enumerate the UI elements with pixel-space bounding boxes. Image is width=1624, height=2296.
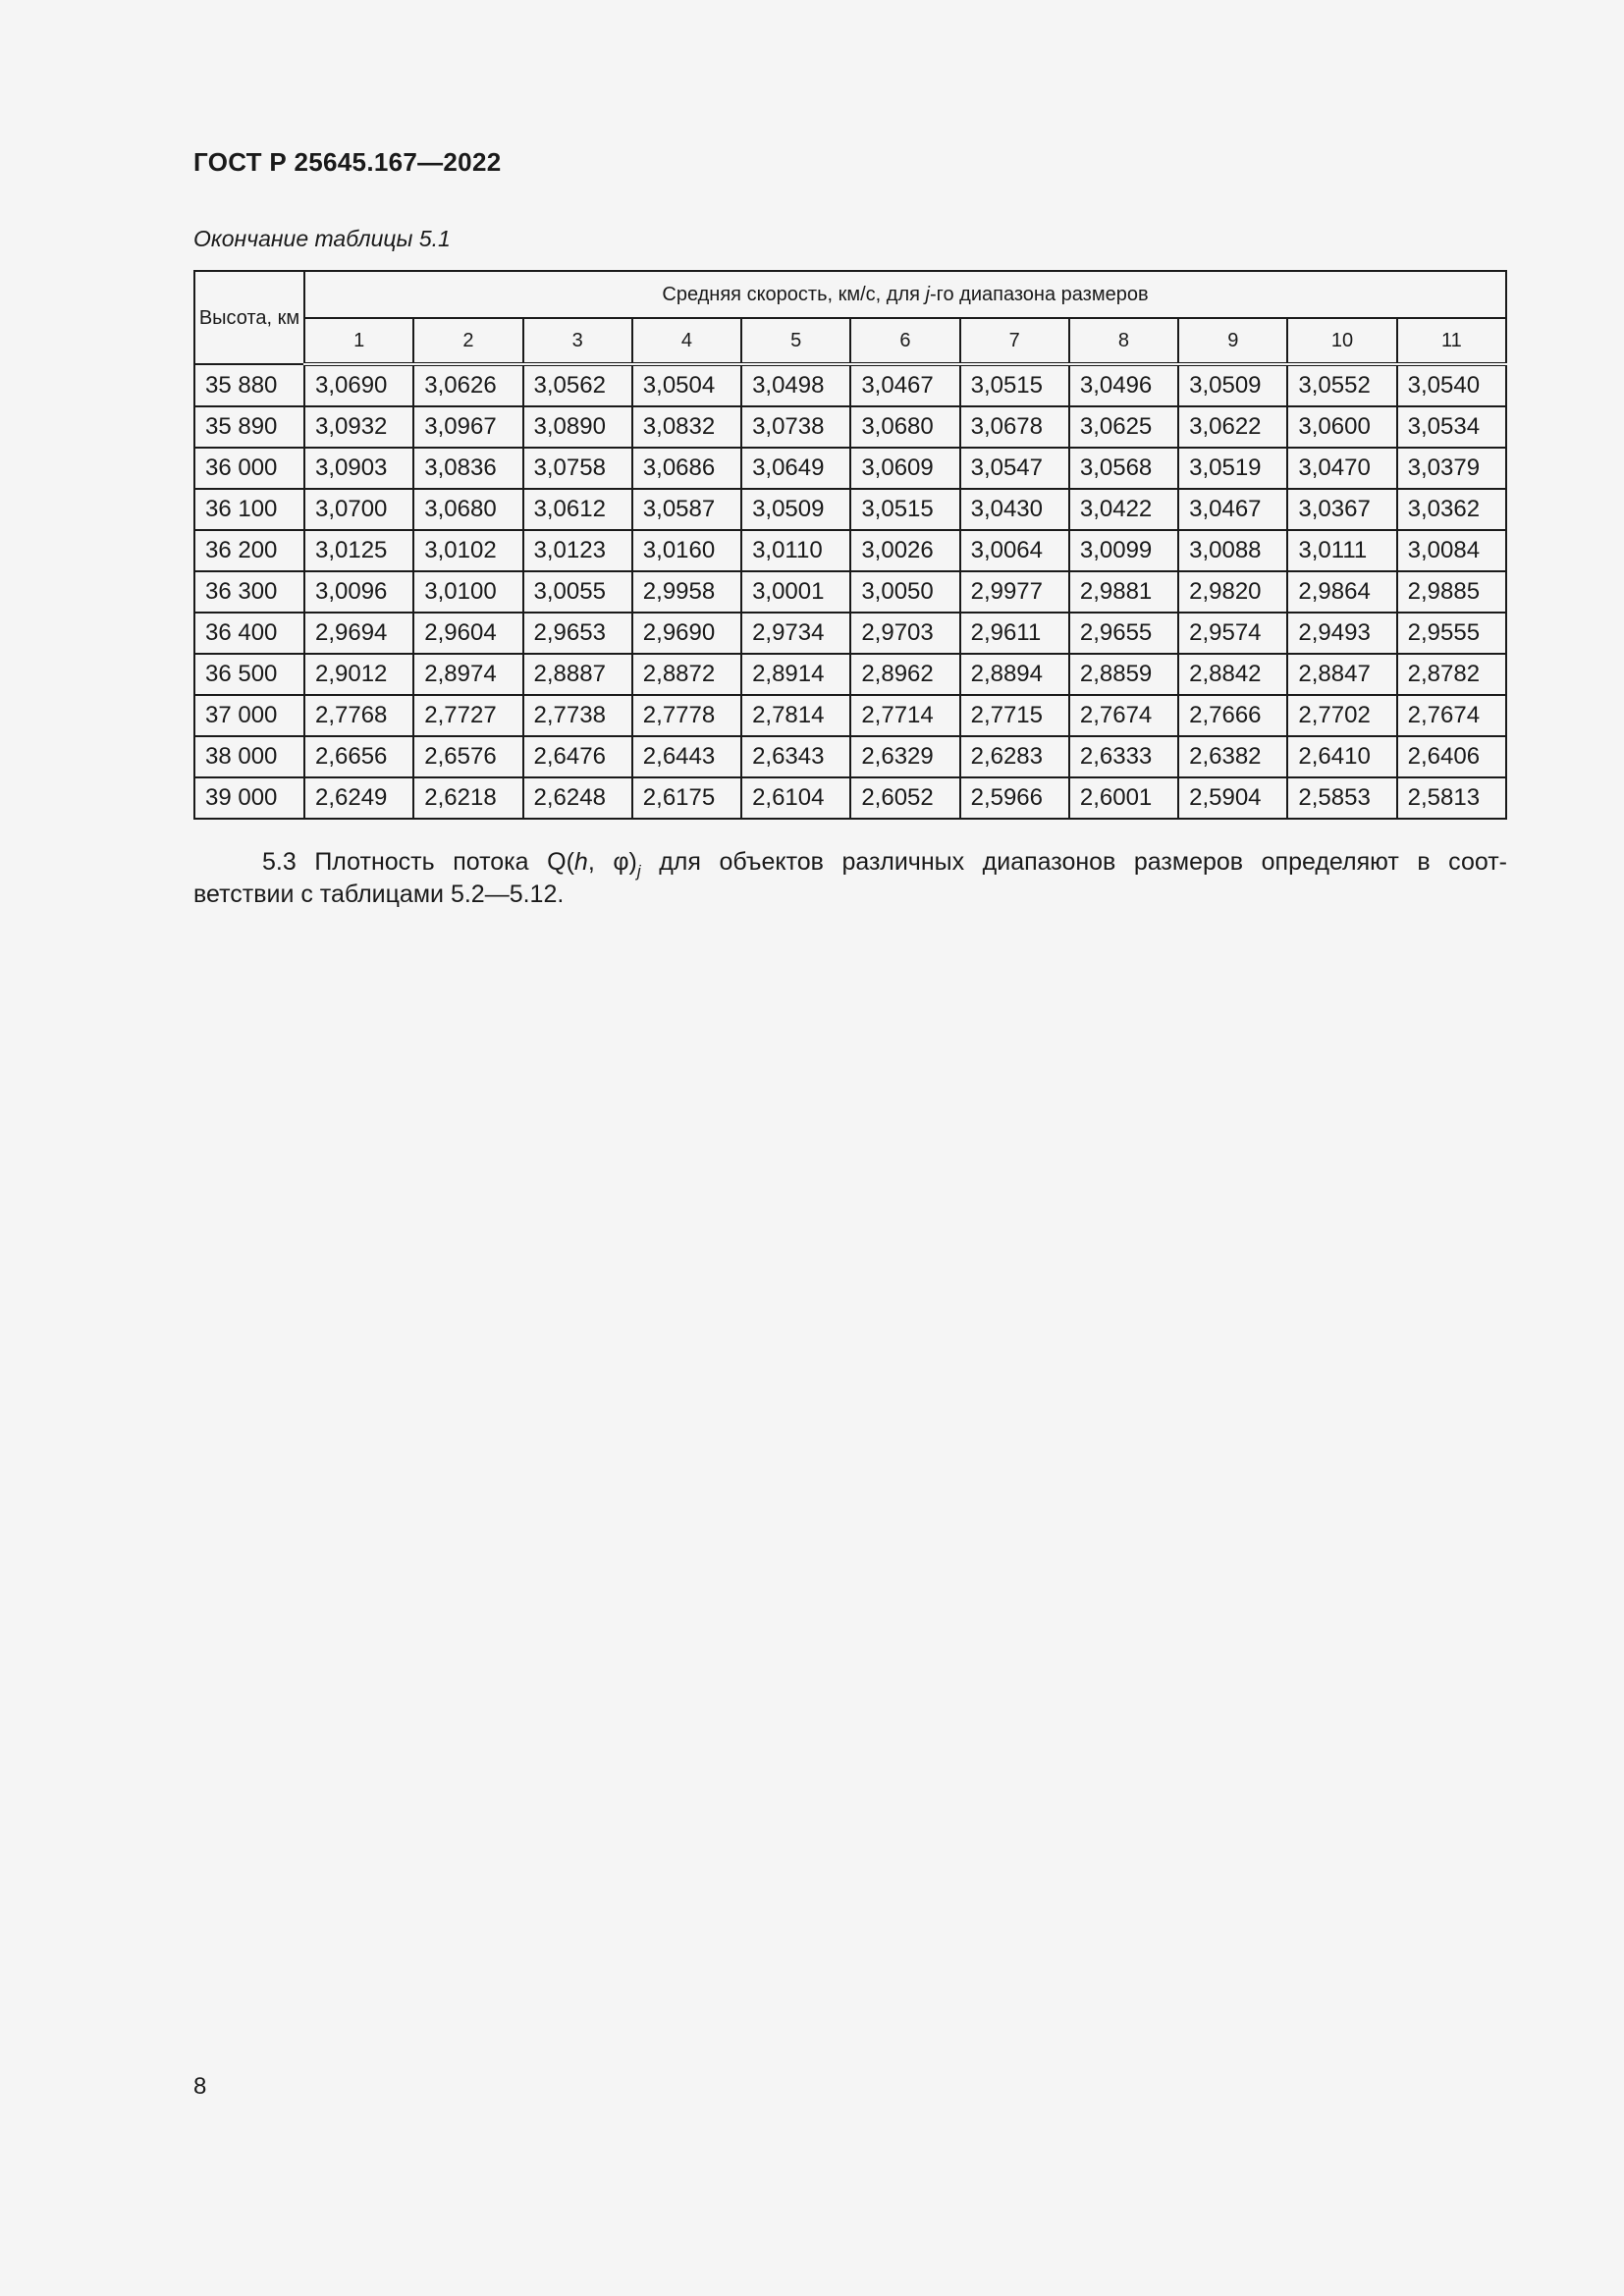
velocity-cell: 3,0379	[1397, 448, 1506, 489]
velocity-cell: 3,0626	[413, 364, 522, 406]
velocity-cell: 3,0540	[1397, 364, 1506, 406]
velocity-cell: 2,9734	[741, 613, 850, 654]
velocity-cell: 3,0498	[741, 364, 850, 406]
table-row	[194, 571, 1506, 613]
size-range-column-header: 8	[1069, 318, 1178, 364]
velocity-cell: 2,9555	[1397, 613, 1506, 654]
formula-q: Q(	[547, 848, 574, 876]
altitude-cell: 36 500	[194, 654, 304, 695]
velocity-cell: 3,0932	[304, 406, 413, 448]
velocity-cell: 3,0125	[304, 530, 413, 571]
velocity-cell: 3,0609	[850, 448, 959, 489]
velocity-cell: 3,0690	[304, 364, 413, 406]
size-range-column-header: 10	[1287, 318, 1396, 364]
table-row	[194, 777, 1506, 819]
velocity-cell: 2,7674	[1069, 695, 1178, 736]
velocity-cell: 2,6052	[850, 777, 959, 819]
velocity-table	[193, 270, 1507, 820]
velocity-cell: 2,9703	[850, 613, 959, 654]
group-header-var: j	[925, 283, 930, 305]
velocity-cell: 2,8974	[413, 654, 522, 695]
velocity-cell: 3,0110	[741, 530, 850, 571]
velocity-cell: 3,0467	[1178, 489, 1287, 530]
velocity-cell: 3,0111	[1287, 530, 1396, 571]
velocity-cell: 2,9881	[1069, 571, 1178, 613]
size-range-column-header: 4	[632, 318, 741, 364]
table-row	[194, 448, 1506, 489]
velocity-cell: 2,5966	[960, 777, 1069, 819]
velocity-cell: 2,6218	[413, 777, 522, 819]
altitude-cell: 35 880	[194, 364, 304, 406]
group-header-post: -го диапазона размеров	[929, 283, 1149, 305]
altitude-cell: 36 200	[194, 530, 304, 571]
velocity-cell: 3,0470	[1287, 448, 1396, 489]
velocity-cell: 2,9604	[413, 613, 522, 654]
velocity-cell: 2,6476	[523, 736, 632, 777]
page-number: 8	[193, 2073, 207, 2100]
velocity-cell: 3,0836	[413, 448, 522, 489]
velocity-cell: 2,6333	[1069, 736, 1178, 777]
velocity-cell: 2,8962	[850, 654, 959, 695]
altitude-header: Высота, км	[194, 271, 304, 364]
altitude-cell: 37 000	[194, 695, 304, 736]
velocity-cell: 2,6576	[413, 736, 522, 777]
velocity-cell: 3,0160	[632, 530, 741, 571]
velocity-cell: 2,9885	[1397, 571, 1506, 613]
document-title: ГОСТ Р 25645.167—2022	[193, 147, 502, 177]
velocity-cell: 2,8847	[1287, 654, 1396, 695]
velocity-cell: 3,0612	[523, 489, 632, 530]
table-row	[194, 489, 1506, 530]
velocity-cell: 2,9653	[523, 613, 632, 654]
velocity-cell: 2,8894	[960, 654, 1069, 695]
paragraph-prefix: 5.3 Плотность потока	[262, 848, 548, 876]
velocity-cell: 3,0509	[1178, 364, 1287, 406]
velocity-cell: 2,7666	[1178, 695, 1287, 736]
velocity-cell: 2,7727	[413, 695, 522, 736]
formula-phi: , φ)	[587, 848, 637, 876]
velocity-cell: 3,0562	[523, 364, 632, 406]
size-range-column-header: 2	[413, 318, 522, 364]
velocity-cell: 2,6249	[304, 777, 413, 819]
table-row	[194, 364, 1506, 406]
velocity-cell: 2,6104	[741, 777, 850, 819]
velocity-cell: 2,9012	[304, 654, 413, 695]
size-range-column-header: 9	[1178, 318, 1287, 364]
velocity-cell: 3,0967	[413, 406, 522, 448]
velocity-group-header	[304, 271, 1506, 318]
velocity-cell: 2,7768	[304, 695, 413, 736]
velocity-cell: 2,9694	[304, 613, 413, 654]
formula-h: h	[573, 848, 588, 876]
velocity-cell: 3,0123	[523, 530, 632, 571]
velocity-cell: 3,0649	[741, 448, 850, 489]
velocity-cell: 3,0467	[850, 364, 959, 406]
velocity-cell: 3,0552	[1287, 364, 1396, 406]
velocity-cell: 2,6329	[850, 736, 959, 777]
velocity-cell: 3,0680	[413, 489, 522, 530]
velocity-cell: 2,6443	[632, 736, 741, 777]
altitude-cell: 39 000	[194, 777, 304, 819]
velocity-cell: 2,8782	[1397, 654, 1506, 695]
velocity-cell: 3,0064	[960, 530, 1069, 571]
altitude-cell: 35 890	[194, 406, 304, 448]
velocity-cell: 3,0496	[1069, 364, 1178, 406]
velocity-cell: 2,6410	[1287, 736, 1396, 777]
velocity-cell: 3,0625	[1069, 406, 1178, 448]
velocity-cell: 2,6175	[632, 777, 741, 819]
table-row	[194, 654, 1506, 695]
table-row	[194, 530, 1506, 571]
paragraph-rest: для объектов различных диапазонов размеров определяют в соот-	[640, 848, 1507, 876]
velocity-cell: 3,0680	[850, 406, 959, 448]
velocity-cell: 2,7778	[632, 695, 741, 736]
altitude-cell: 36 100	[194, 489, 304, 530]
velocity-cell: 2,6382	[1178, 736, 1287, 777]
velocity-cell: 2,9958	[632, 571, 741, 613]
velocity-cell: 3,0700	[304, 489, 413, 530]
altitude-cell: 38 000	[194, 736, 304, 777]
velocity-cell: 3,0055	[523, 571, 632, 613]
table-row	[194, 736, 1506, 777]
velocity-cell: 3,0547	[960, 448, 1069, 489]
size-range-column-header: 11	[1397, 318, 1506, 364]
velocity-cell: 3,0568	[1069, 448, 1178, 489]
velocity-cell: 2,8859	[1069, 654, 1178, 695]
size-range-column-header: 3	[523, 318, 632, 364]
velocity-cell: 3,0084	[1397, 530, 1506, 571]
velocity-cell: 3,0519	[1178, 448, 1287, 489]
velocity-cell: 3,0088	[1178, 530, 1287, 571]
velocity-cell: 2,6656	[304, 736, 413, 777]
group-header-pre: Средняя скорость, км/с, для	[662, 283, 926, 305]
velocity-cell: 3,0102	[413, 530, 522, 571]
table-row	[194, 695, 1506, 736]
velocity-cell: 2,6001	[1069, 777, 1178, 819]
velocity-cell: 3,0430	[960, 489, 1069, 530]
velocity-cell: 2,8842	[1178, 654, 1287, 695]
velocity-cell: 3,0422	[1069, 489, 1178, 530]
velocity-cell: 3,0001	[741, 571, 850, 613]
velocity-cell: 2,7738	[523, 695, 632, 736]
velocity-cell: 3,0099	[1069, 530, 1178, 571]
velocity-cell: 2,9690	[632, 613, 741, 654]
velocity-cell: 2,6248	[523, 777, 632, 819]
velocity-cell: 2,7814	[741, 695, 850, 736]
velocity-cell: 2,7702	[1287, 695, 1396, 736]
size-range-column-header: 1	[304, 318, 413, 364]
velocity-cell: 3,0903	[304, 448, 413, 489]
velocity-cell: 3,0362	[1397, 489, 1506, 530]
size-range-column-header: 6	[850, 318, 959, 364]
velocity-cell: 3,0050	[850, 571, 959, 613]
velocity-cell: 3,0515	[850, 489, 959, 530]
velocity-cell: 2,5853	[1287, 777, 1396, 819]
altitude-cell: 36 000	[194, 448, 304, 489]
velocity-cell: 2,9574	[1178, 613, 1287, 654]
velocity-cell: 3,0600	[1287, 406, 1396, 448]
velocity-cell: 2,8914	[741, 654, 850, 695]
table-caption: Окончание таблицы 5.1	[193, 226, 451, 251]
velocity-cell: 3,0509	[741, 489, 850, 530]
velocity-cell: 2,8887	[523, 654, 632, 695]
paragraph-line-1	[193, 846, 1507, 879]
velocity-cell: 3,0367	[1287, 489, 1396, 530]
velocity-cell: 2,7715	[960, 695, 1069, 736]
formula-subscript: j	[636, 862, 641, 881]
velocity-cell: 2,6343	[741, 736, 850, 777]
velocity-cell: 3,0026	[850, 530, 959, 571]
velocity-cell: 3,0758	[523, 448, 632, 489]
velocity-cell: 3,0622	[1178, 406, 1287, 448]
velocity-cell: 3,0504	[632, 364, 741, 406]
altitude-cell: 36 300	[194, 571, 304, 613]
velocity-cell: 2,9864	[1287, 571, 1396, 613]
velocity-cell: 3,0096	[304, 571, 413, 613]
size-range-column-header: 7	[960, 318, 1069, 364]
table-row	[194, 406, 1506, 448]
table-row	[194, 613, 1506, 654]
velocity-cell: 2,6283	[960, 736, 1069, 777]
velocity-cell: 3,0515	[960, 364, 1069, 406]
velocity-cell: 2,5904	[1178, 777, 1287, 819]
velocity-cell: 2,6406	[1397, 736, 1506, 777]
velocity-cell: 3,0678	[960, 406, 1069, 448]
velocity-cell: 3,0686	[632, 448, 741, 489]
velocity-cell: 2,9820	[1178, 571, 1287, 613]
velocity-cell: 3,0587	[632, 489, 741, 530]
velocity-cell: 3,0832	[632, 406, 741, 448]
velocity-cell: 3,0890	[523, 406, 632, 448]
velocity-cell: 2,7714	[850, 695, 959, 736]
paragraph-5-3	[193, 846, 1507, 911]
altitude-cell: 36 400	[194, 613, 304, 654]
velocity-cell: 3,0100	[413, 571, 522, 613]
velocity-cell: 2,9977	[960, 571, 1069, 613]
paragraph-line-2: ветствии с таблицами 5.2—5.12.	[193, 881, 565, 908]
size-range-column-header: 5	[741, 318, 850, 364]
velocity-cell: 3,0534	[1397, 406, 1506, 448]
velocity-cell: 2,9655	[1069, 613, 1178, 654]
velocity-cell: 2,9611	[960, 613, 1069, 654]
velocity-cell: 2,7674	[1397, 695, 1506, 736]
velocity-cell: 3,0738	[741, 406, 850, 448]
velocity-cell: 2,9493	[1287, 613, 1396, 654]
velocity-cell: 2,5813	[1397, 777, 1506, 819]
velocity-cell: 2,8872	[632, 654, 741, 695]
